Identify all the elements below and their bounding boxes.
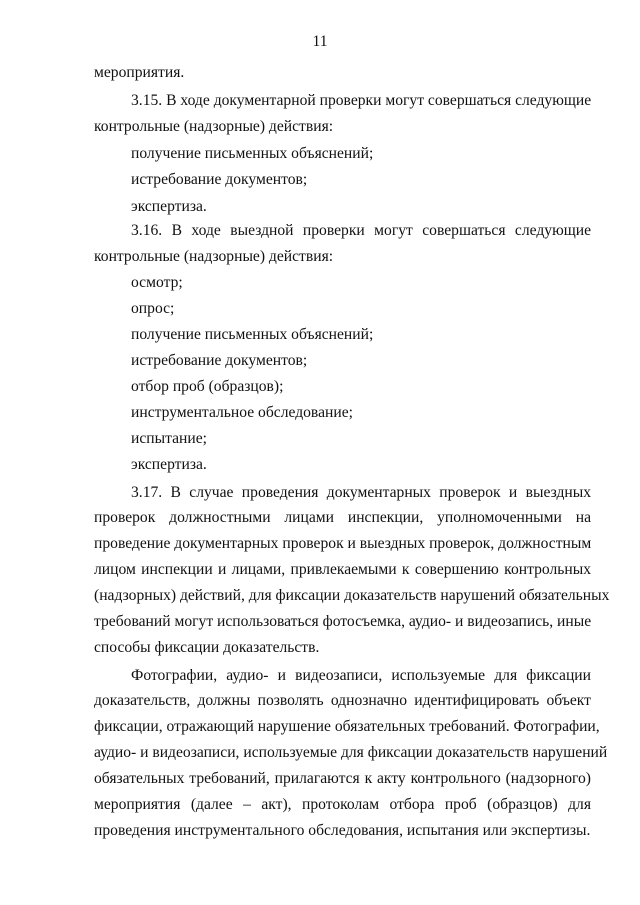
text-line: (надзорных) действий, для фиксации доказательств нарушений обязательных [94, 587, 610, 604]
text-line: получение письменных объяснений; [131, 326, 374, 343]
text-line: истребование документов; [131, 352, 308, 369]
text-line: контрольные (надзорные) действия: [94, 118, 334, 135]
text-line: истребование документов; [131, 171, 308, 188]
text-line: доказательств, должны позволять однозначно идентифицировать объект [94, 692, 591, 709]
text-line: экспертиза. [131, 198, 207, 215]
text-line: лицом инспекции и лицами, привлекаемыми к совершению контрольных [94, 561, 591, 578]
text-line: требований могут использоваться фотосъемка, аудио- и видеозапись, иные [94, 613, 592, 630]
text-line: получение письменных объяснений; [131, 145, 374, 162]
text-line: фиксации, отражающий нарушение обязательных требований. Фотографии, [94, 718, 600, 735]
page-number: 11 [312, 33, 328, 50]
text-line: 3.17. В случае проведения документарных проверок и выездных [131, 484, 591, 501]
text-line: Фотографии, аудио- и видеозаписи, используемые для фиксации [131, 667, 591, 684]
text-line: осмотр; [131, 274, 183, 291]
text-line: отбор проб (образцов); [131, 378, 284, 395]
text-line: проведение документарных проверок и выездных проверок, должностным [94, 535, 592, 552]
text-line: опрос; [131, 300, 175, 317]
text-line: способы фиксации доказательств. [94, 639, 320, 656]
text-line: инструментальное обследование; [131, 404, 353, 421]
text-line: экспертиза. [131, 456, 207, 473]
text-line: проведения инструментального обследования, испытания или экспертизы. [94, 822, 591, 839]
text-line: мероприятия (далее – акт), протоколам отбора проб (образцов) для [94, 796, 591, 813]
text-line: 3.15. В ходе документарной проверки могут совершаться следующие [131, 92, 592, 109]
text-line: 3.16. В ходе выездной проверки могут совершаться следующие [131, 222, 591, 239]
text-line: мероприятия. [94, 64, 185, 81]
text-line: аудио- и видеозаписи, используемые для фиксации доказательств нарушений [94, 744, 608, 761]
text-line: испытание; [131, 430, 207, 447]
text-line: обязательных требований, прилагаются к акту контрольного (надзорного) [94, 770, 591, 787]
text-line: проверок должностными лицами инспекции, уполномоченными на [94, 509, 591, 526]
text-line: контрольные (надзорные) действия: [94, 248, 334, 265]
